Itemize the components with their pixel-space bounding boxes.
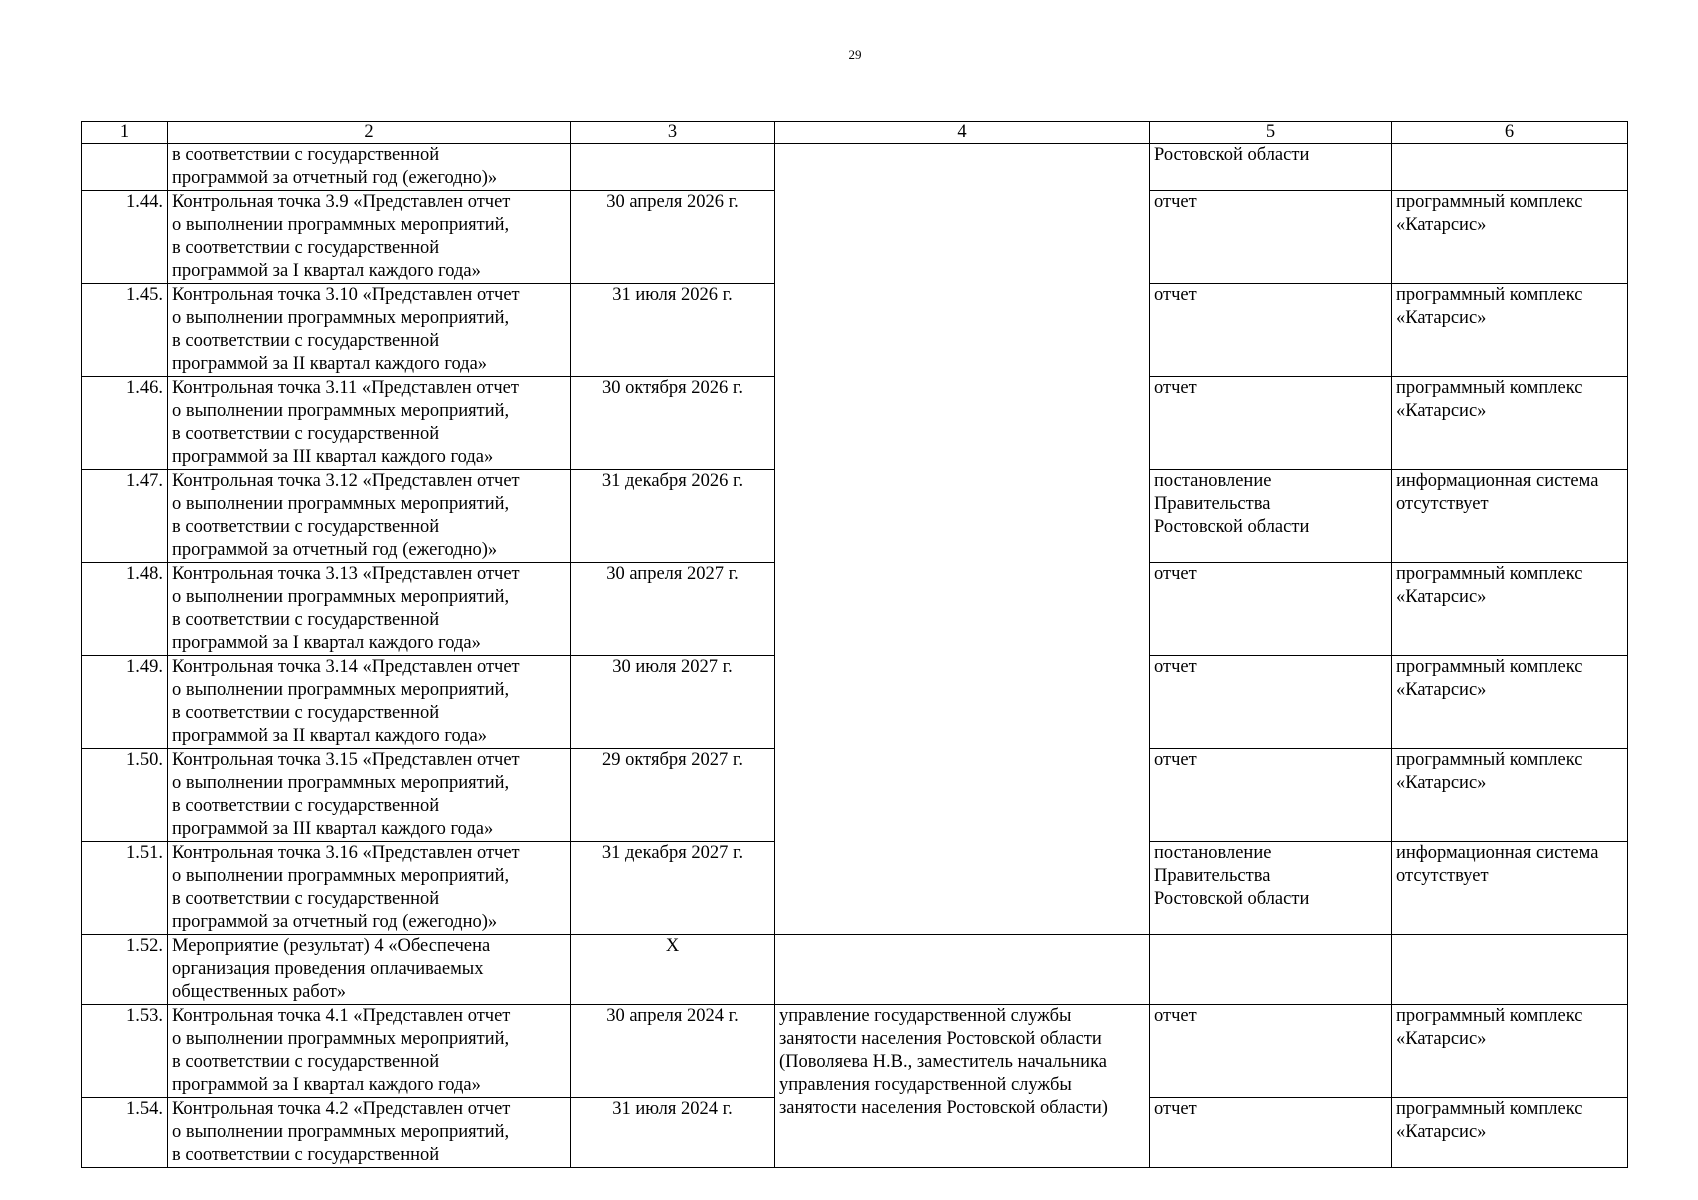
activity-name-line: в соответствии с государственной: [172, 1145, 440, 1165]
information-system-line: программный комплекс: [1396, 285, 1583, 305]
information-system-cell: [1392, 144, 1628, 191]
column-header: 5: [1150, 122, 1392, 144]
activity-name-line: Контрольная точка 3.13 «Представлен отчет: [172, 564, 520, 584]
activity-name-cell: [168, 144, 571, 191]
activity-name-cell: [168, 377, 571, 470]
information-system-cell: [1392, 1005, 1628, 1098]
activity-name-line: о выполнении программных мероприятий,: [172, 494, 510, 514]
activity-name-line: в соответствии с государственной: [172, 517, 440, 537]
row-number-cell: 1.54.: [82, 1098, 168, 1168]
information-system-cell: [1392, 284, 1628, 377]
activity-name-line: о выполнении программных мероприятий,: [172, 215, 510, 235]
deadline-cell: 30 июля 2027 г.: [571, 656, 775, 749]
information-system-cell: [1392, 656, 1628, 749]
activity-name-cell: [168, 191, 571, 284]
activity-name-line: о выполнении программных мероприятий,: [172, 401, 510, 421]
information-system-cell: [1392, 470, 1628, 563]
table-row: [82, 935, 1628, 1005]
information-system-line: программный комплекс: [1396, 1006, 1583, 1026]
deadline-cell: Х: [571, 935, 775, 1005]
activity-name-line: о выполнении программных мероприятий,: [172, 773, 510, 793]
activity-name-cell: [168, 284, 571, 377]
document-type-cell: [1150, 1005, 1392, 1098]
activity-name-cell: [168, 1005, 571, 1098]
document-type-line: отчет: [1154, 378, 1197, 398]
document-type-line: отчет: [1154, 1099, 1197, 1119]
document-type-cell: [1150, 935, 1392, 1005]
activity-name-line: программой за I квартал каждого года»: [172, 261, 481, 281]
table-body: [82, 144, 1628, 1168]
activity-name-line: программой за I квартал каждого года»: [172, 633, 481, 653]
activity-name-line: Контрольная точка 3.10 «Представлен отчет: [172, 285, 520, 305]
table-row: [82, 1005, 1628, 1098]
information-system-line: информационная система: [1396, 843, 1599, 863]
information-system-cell: [1392, 563, 1628, 656]
deadline-cell: 30 апреля 2026 г.: [571, 191, 775, 284]
column-header: 6: [1392, 122, 1628, 144]
activity-name-line: Контрольная точка 3.9 «Представлен отчет: [172, 192, 511, 212]
information-system-line: «Катарсис»: [1396, 215, 1487, 235]
information-system-line: «Катарсис»: [1396, 1122, 1487, 1142]
activity-name-line: в соответствии с государственной: [172, 889, 440, 909]
activity-name-line: в соответствии с государственной: [172, 238, 440, 258]
document-type-cell: [1150, 470, 1392, 563]
document-type-line: постановление: [1154, 471, 1272, 491]
document-type-line: Правительства: [1154, 866, 1271, 886]
activity-name-cell: [168, 749, 571, 842]
deadline-cell: 31 июля 2026 г.: [571, 284, 775, 377]
activity-name-line: программой за I квартал каждого года»: [172, 1075, 481, 1095]
information-system-line: информационная система: [1396, 471, 1599, 491]
deadline-cell: 30 октября 2026 г.: [571, 377, 775, 470]
activity-name-line: Контрольная точка 4.1 «Представлен отчет: [172, 1006, 511, 1026]
document-type-line: Ростовской области: [1154, 517, 1310, 537]
document-type-line: отчет: [1154, 750, 1197, 770]
deadline-cell: 30 апреля 2027 г.: [571, 563, 775, 656]
control-points-table: [81, 121, 1628, 1168]
document-type-line: Правительства: [1154, 494, 1271, 514]
document-type-cell: [1150, 1098, 1392, 1168]
activity-name-line: программой за III квартал каждого года»: [172, 447, 494, 467]
activity-name-line: в соответствии с государственной: [172, 610, 440, 630]
row-number-cell: 1.46.: [82, 377, 168, 470]
activity-name-line: Мероприятие (результат) 4 «Обеспечена: [172, 936, 491, 956]
deadline-cell: 31 декабря 2026 г.: [571, 470, 775, 563]
row-number-cell: 1.52.: [82, 935, 168, 1005]
document-type-cell: [1150, 377, 1392, 470]
activity-name-line: программой за отчетный год (ежегодно)»: [172, 168, 498, 188]
row-number-cell: 1.49.: [82, 656, 168, 749]
information-system-line: «Катарсис»: [1396, 587, 1487, 607]
page-number: 29: [848, 47, 862, 62]
table-row: [82, 144, 1628, 191]
activity-name-cell: [168, 656, 571, 749]
activity-name-line: Контрольная точка 4.2 «Представлен отчет: [172, 1099, 511, 1119]
activity-name-cell: [168, 842, 571, 935]
activity-name-line: Контрольная точка 3.16 «Представлен отчет: [172, 843, 520, 863]
responsible-line: занятости населения Ростовской области): [779, 1098, 1108, 1118]
activity-name-line: о выполнении программных мероприятий,: [172, 308, 510, 328]
row-number-cell: 1.48.: [82, 563, 168, 656]
column-number-row: [82, 122, 1628, 144]
responsible-line: (Поволяева Н.В., заместитель начальника: [779, 1052, 1107, 1072]
activity-name-line: в соответствии с государственной: [172, 331, 440, 351]
information-system-cell: [1392, 842, 1628, 935]
activity-name-line: о выполнении программных мероприятий,: [172, 1122, 510, 1142]
document-type-cell: [1150, 191, 1392, 284]
information-system-cell: [1392, 1098, 1628, 1168]
activity-name-line: о выполнении программных мероприятий,: [172, 866, 510, 886]
activity-name-line: программой за II квартал каждого года»: [172, 354, 488, 374]
deadline-cell: 30 апреля 2024 г.: [571, 1005, 775, 1098]
row-number-cell: 1.53.: [82, 1005, 168, 1098]
document-type-cell: [1150, 563, 1392, 656]
row-number-cell: [82, 144, 168, 191]
information-system-line: «Катарсис»: [1396, 680, 1487, 700]
document-type-line: отчет: [1154, 192, 1197, 212]
activity-name-line: Контрольная точка 3.15 «Представлен отчет: [172, 750, 520, 770]
row-number-cell: 1.44.: [82, 191, 168, 284]
activity-name-line: в соответствии с государственной: [172, 703, 440, 723]
information-system-cell: [1392, 749, 1628, 842]
information-system-line: «Катарсис»: [1396, 308, 1487, 328]
activity-name-line: о выполнении программных мероприятий,: [172, 1029, 510, 1049]
information-system-line: отсутствует: [1396, 494, 1489, 514]
document-type-line: отчет: [1154, 285, 1197, 305]
information-system-cell: [1392, 191, 1628, 284]
information-system-line: программный комплекс: [1396, 378, 1583, 398]
document-type-line: постановление: [1154, 843, 1272, 863]
document-type-line: отчет: [1154, 564, 1197, 584]
activity-name-line: программой за II квартал каждого года»: [172, 726, 488, 746]
deadline-cell: 31 июля 2024 г.: [571, 1098, 775, 1168]
information-system-line: отсутствует: [1396, 866, 1489, 886]
column-header: 2: [168, 122, 571, 144]
column-header: 4: [775, 122, 1150, 144]
information-system-line: «Катарсис»: [1396, 401, 1487, 421]
responsible-line: управления государственной службы: [779, 1075, 1072, 1095]
column-header: 1: [82, 122, 168, 144]
column-header: 3: [571, 122, 775, 144]
document-type-line: отчет: [1154, 1006, 1197, 1026]
activity-name-cell: [168, 935, 571, 1005]
row-number-cell: 1.50.: [82, 749, 168, 842]
information-system-line: «Катарсис»: [1396, 773, 1487, 793]
activity-name-cell: [168, 1098, 571, 1168]
responsible-cell-empty: [775, 935, 1150, 1005]
activity-name-line: о выполнении программных мероприятий,: [172, 587, 510, 607]
activity-name-line: в соответствии с государственной: [172, 1052, 440, 1072]
document-type-cell: [1150, 749, 1392, 842]
activity-name-cell: [168, 563, 571, 656]
document-type-line: Ростовской области: [1154, 145, 1310, 165]
deadline-cell: 31 декабря 2027 г.: [571, 842, 775, 935]
row-number-cell: 1.47.: [82, 470, 168, 563]
activity-name-line: программой за отчетный год (ежегодно)»: [172, 912, 498, 932]
activity-name-line: Контрольная точка 3.11 «Представлен отчет: [172, 378, 519, 398]
information-system-line: программный комплекс: [1396, 192, 1583, 212]
responsible-cell-empty: [775, 144, 1150, 935]
information-system-line: «Катарсис»: [1396, 1029, 1487, 1049]
document-type-line: Ростовской области: [1154, 889, 1310, 909]
activity-name-line: о выполнении программных мероприятий,: [172, 680, 510, 700]
document-type-line: отчет: [1154, 657, 1197, 677]
information-system-cell: [1392, 935, 1628, 1005]
information-system-line: программный комплекс: [1396, 564, 1583, 584]
activity-name-line: программой за III квартал каждого года»: [172, 819, 494, 839]
activity-name-line: Контрольная точка 3.14 «Представлен отчет: [172, 657, 520, 677]
deadline-cell: 29 октября 2027 г.: [571, 749, 775, 842]
document-type-cell: [1150, 656, 1392, 749]
activity-name-line: программой за отчетный год (ежегодно)»: [172, 540, 498, 560]
activity-name-line: общественных работ»: [172, 982, 347, 1002]
information-system-line: программный комплекс: [1396, 657, 1583, 677]
document-type-cell: [1150, 144, 1392, 191]
information-system-line: программный комплекс: [1396, 750, 1583, 770]
information-system-cell: [1392, 377, 1628, 470]
information-system-line: программный комплекс: [1396, 1099, 1583, 1119]
activity-name-cell: [168, 470, 571, 563]
activity-name-line: в соответствии с государственной: [172, 424, 440, 444]
activity-name-line: в соответствии с государственной: [172, 796, 440, 816]
responsible-executor-cell: [775, 1005, 1150, 1168]
row-number-cell: 1.51.: [82, 842, 168, 935]
document-type-cell: [1150, 284, 1392, 377]
responsible-line: занятости населения Ростовской области: [779, 1029, 1102, 1049]
document-type-cell: [1150, 842, 1392, 935]
activity-name-line: в соответствии с государственной: [172, 145, 440, 165]
activity-name-line: организация проведения оплачиваемых: [172, 959, 484, 979]
row-number-cell: 1.45.: [82, 284, 168, 377]
activity-name-line: Контрольная точка 3.12 «Представлен отчет: [172, 471, 520, 491]
responsible-line: управление государственной службы: [779, 1006, 1072, 1026]
deadline-cell: [571, 144, 775, 191]
